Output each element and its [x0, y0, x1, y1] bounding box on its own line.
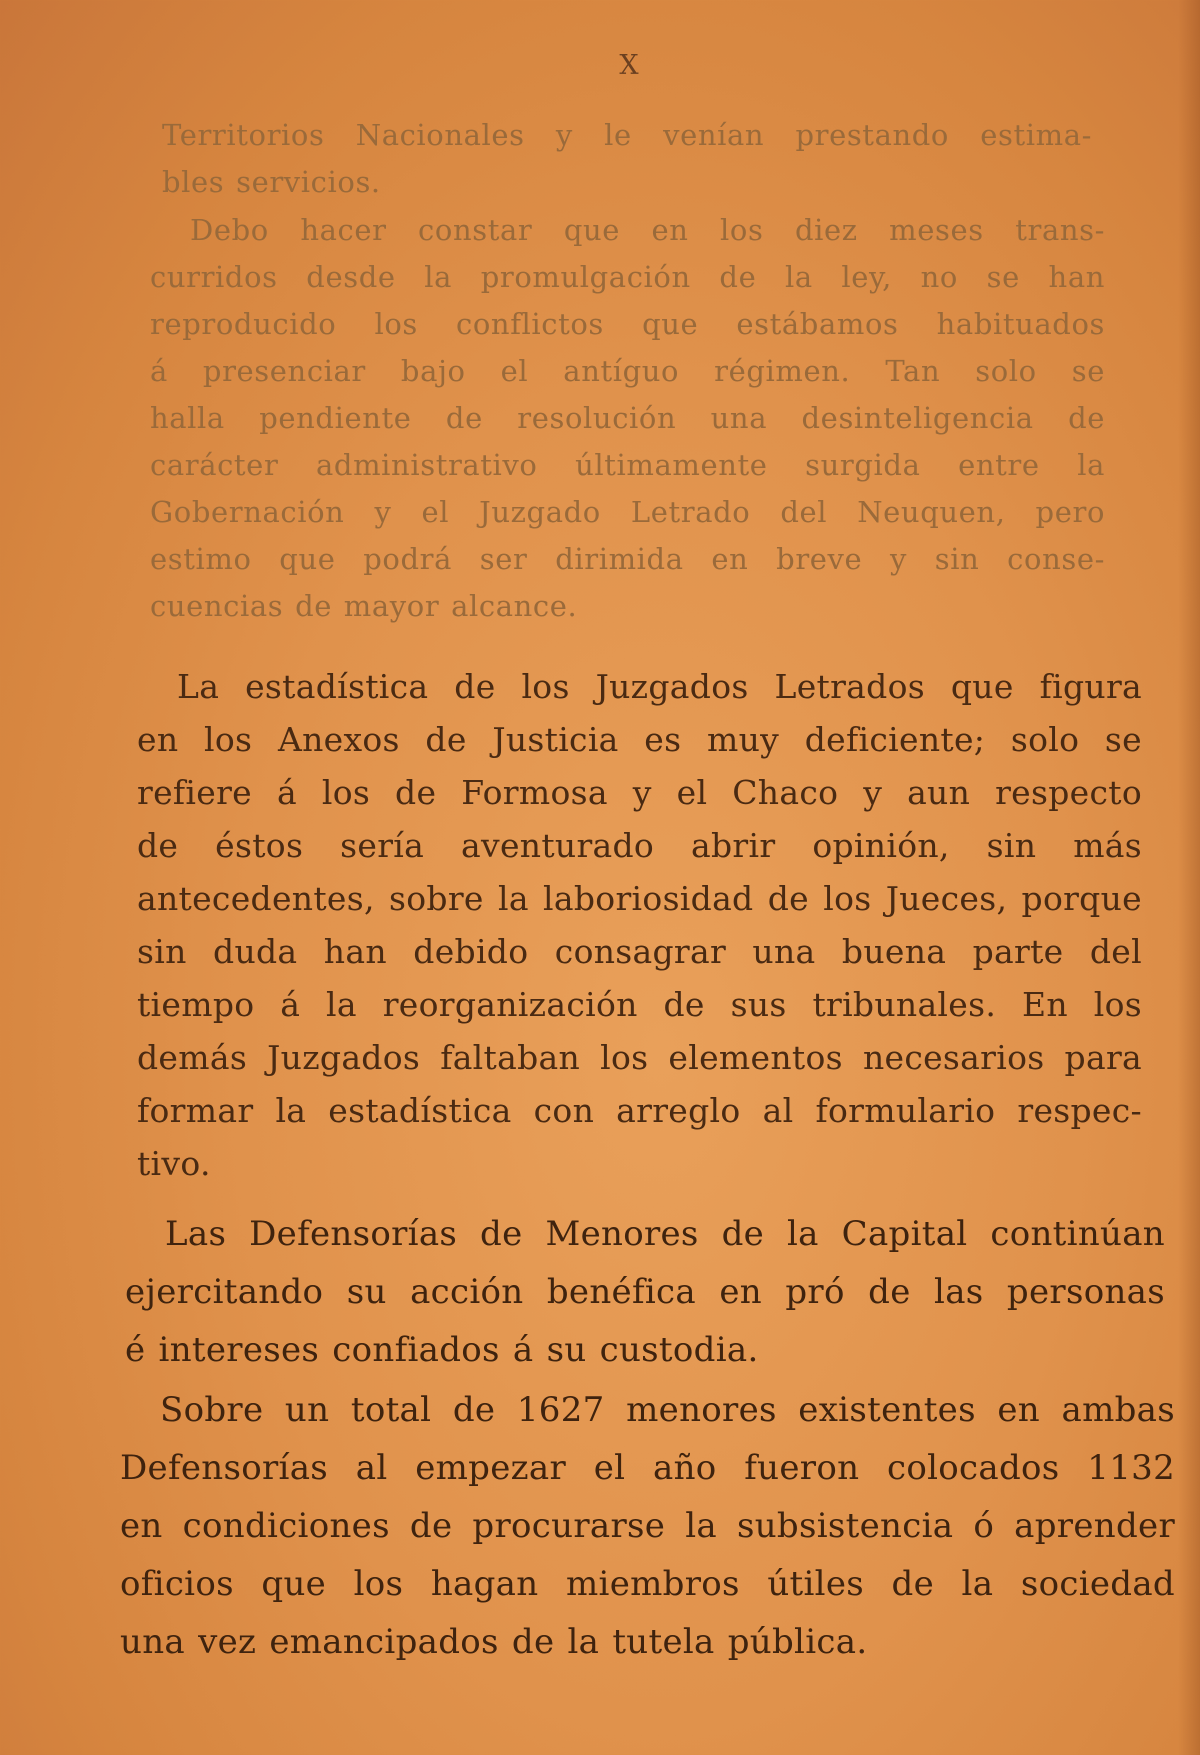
text-line: ejercitando su acción benéfica en pró de las personas [125, 1272, 1165, 1312]
text-line: una vez emancipados de la tutela pública. [120, 1622, 868, 1662]
text-line: á presenciar bajo el antíguo régimen. Tan solo se [150, 354, 1105, 388]
text-line: bles servicios. [162, 165, 381, 199]
page-number: X [619, 50, 641, 81]
text-line: La estadística de los Juzgados Letrados que figura [177, 667, 1142, 706]
text-line: halla pendiente de resolución una desinteligencia de [150, 401, 1105, 435]
paragraph-3 [137, 660, 1142, 1190]
text-line: cuencias de mayor alcance. [150, 589, 578, 623]
text-line: oficios que los hagan miembros útiles de la sociedad [120, 1564, 1175, 1604]
text-line: Las Defensorías de Menores de la Capital continúan [165, 1214, 1165, 1254]
text-line: Gobernación y el Juzgado Letrado del Neuquen, pero [150, 495, 1105, 529]
text-line: refiere á los de Formosa y el Chaco y aun respecto [137, 773, 1142, 812]
text-line: tiempo á la reorganización de sus tribunales. En los [137, 985, 1142, 1024]
text-line: é intereses confiados á su custodia. [125, 1330, 759, 1370]
text-line: curridos desde la promulgación de la ley, no se han [150, 260, 1105, 294]
paragraph-2 [150, 207, 1105, 630]
text-line: carácter administrativo últimamente surgida entre la [150, 448, 1105, 482]
text-line: sin duda han debido consagrar una buena parte del [137, 932, 1142, 971]
text-line: formar la estadística con arreglo al formulario respec- [137, 1091, 1142, 1130]
text-line: reproducido los conflictos que estábamos habituados [150, 307, 1105, 341]
text-line: antecedentes, sobre la laboriosidad de los Jueces, porque [137, 879, 1142, 918]
text-line: Defensorías al empezar el año fueron colocados 1132 [120, 1448, 1175, 1488]
paragraph-4 [125, 1205, 1165, 1379]
paragraph-5 [120, 1381, 1175, 1671]
text-line: Territorios Nacionales y le venían prestando estima- [162, 118, 1092, 152]
text-line: Debo hacer constar que en los diez meses trans- [190, 213, 1105, 247]
page-edge-shadow [1178, 0, 1200, 1755]
text-line: demás Juzgados faltaban los elementos necesarios para [137, 1038, 1142, 1077]
paragraph-1 [162, 112, 1092, 206]
text-line: estimo que podrá ser dirimida en breve y sin conse- [150, 542, 1105, 576]
text-line: en los Anexos de Justicia es muy deficiente; solo se [137, 720, 1142, 759]
text-line: en condiciones de procurarse la subsistencia ó aprender [120, 1506, 1175, 1546]
text-line: tivo. [137, 1144, 211, 1183]
text-line: Sobre un total de 1627 menores existentes en ambas [160, 1390, 1175, 1430]
text-line: de éstos sería aventurado abrir opinión, sin más [137, 826, 1142, 865]
